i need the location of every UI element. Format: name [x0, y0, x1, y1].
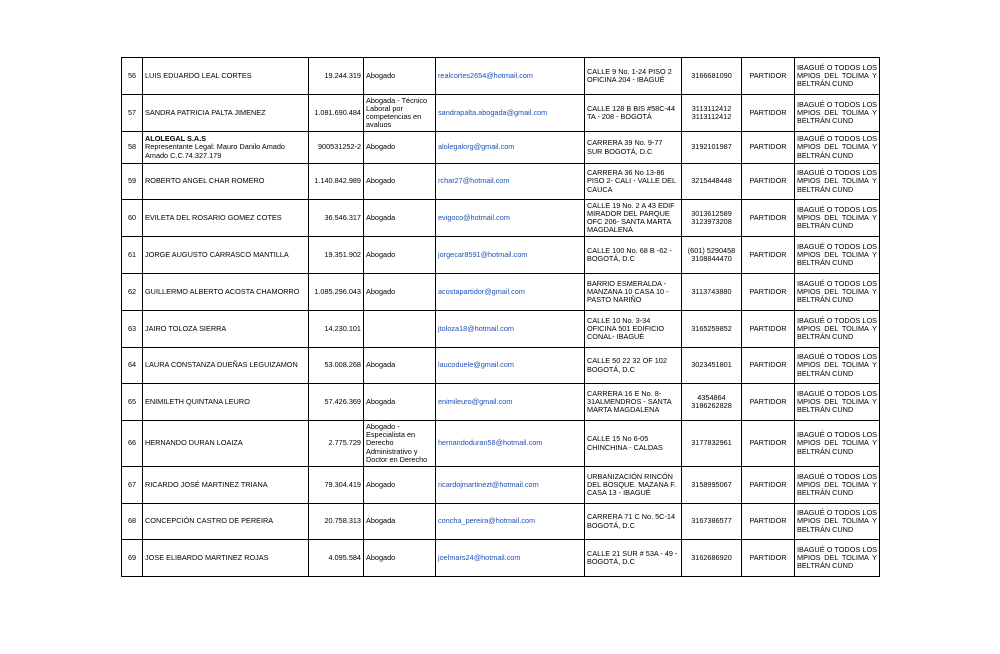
id-number: 1.081.690.484 [309, 95, 364, 132]
phone-numbers [682, 58, 742, 95]
address: URBANIZACIÓN RINCÓN DEL BOSQUE. MAZANA F. CASA 13 - IBAGUÉ [585, 467, 682, 504]
address: CALLE 10 No. 3-34 OFICINA 501 EDIFICIO CONAL- IBAGUÉ [585, 311, 682, 348]
role: PARTIDOR [742, 132, 795, 164]
role: PARTIDOR [742, 467, 795, 504]
table-row [122, 421, 880, 467]
municipalities: IBAGUÉ O TODOS LOS MPIOS DEL TOLIMA Y BELTRÁN CUND [795, 311, 880, 348]
phone-numbers [682, 540, 742, 577]
address: BARRIO ESMERALDA - MANZANA 10 CASA 10 - PASTO NARIÑO [585, 274, 682, 311]
profession: Abogada [364, 504, 436, 540]
role: PARTIDOR [742, 348, 795, 384]
phone-numbers [682, 164, 742, 200]
phone-number: 3186262828 [691, 401, 732, 410]
address: CARRERA 16 E No. 8-31ALMENDROS - SANTA MARTA MAGDALENA [585, 384, 682, 421]
phone-number: 3162686920 [691, 552, 732, 562]
id-number: 1.085.296.043 [309, 274, 364, 311]
address: CALLE 50 22 32 OF 102 BOGOTÁ, D.C [585, 348, 682, 384]
email-link[interactable]: hernandoduran58@hotmail.com [436, 421, 585, 467]
id-number: 79.304.419 [309, 467, 364, 504]
phone-number: 3113743880 [691, 286, 732, 296]
row-number: 65 [122, 384, 143, 421]
address: CALLE 9 No. 1-24 PISO 2 OFICINA 204 - IBAGUÉ [585, 58, 682, 95]
role: PARTIDOR [742, 421, 795, 467]
role: PARTIDOR [742, 237, 795, 274]
person-name: ROBERTO ANGEL CHAR ROMERO [143, 164, 309, 200]
email-link[interactable]: evigoco@hotmail.com [436, 200, 585, 237]
phone-numbers [682, 348, 742, 384]
phone-numbers [682, 311, 742, 348]
address: CARRERA 36 No 13-86 PISO 2- CALI - VALLE DEL CAUCA [585, 164, 682, 200]
phone-numbers [682, 200, 742, 237]
municipalities: IBAGUÉ O TODOS LOS MPIOS DEL TOLIMA Y BELTRÁN CUND [795, 467, 880, 504]
address: CALLE 15 No 6-05 CHINCHINA - CALDAS [585, 421, 682, 467]
id-number: 57.426.369 [309, 384, 364, 421]
phone-number: 3166681090 [691, 70, 732, 80]
id-number: 14.230.101 [309, 311, 364, 348]
table-row [122, 132, 880, 164]
role: PARTIDOR [742, 504, 795, 540]
id-number: 36.546.317 [309, 200, 364, 237]
phone-numbers [682, 504, 742, 540]
person-name: GUILLERMO ALBERTO ACOSTA CHAMORRO [143, 274, 309, 311]
person-name: CONCEPCIÓN CASTRO DE PEREIRA [143, 504, 309, 540]
phone-number: 3108844470 [691, 254, 732, 263]
phone-number: 3167386577 [691, 516, 732, 526]
profession: Abogado [364, 237, 436, 274]
id-number: 1.140.842.989 [309, 164, 364, 200]
email-link[interactable]: acostapartidor@gmail.com [436, 274, 585, 311]
municipalities: IBAGUÉ O TODOS LOS MPIOS DEL TOLIMA Y BELTRÁN CUND [795, 95, 880, 132]
phone-number: 3023451801 [691, 360, 732, 370]
row-number: 59 [122, 164, 143, 200]
role: PARTIDOR [742, 384, 795, 421]
row-number: 69 [122, 540, 143, 577]
id-number: 53.008.268 [309, 348, 364, 384]
person-name [143, 132, 309, 164]
row-number: 64 [122, 348, 143, 384]
municipalities: IBAGUÉ O TODOS LOS MPIOS DEL TOLIMA Y BELTRÁN CUND [795, 132, 880, 164]
row-number: 56 [122, 58, 143, 95]
row-number: 63 [122, 311, 143, 348]
email-link[interactable]: laucoduele@gmail.com [436, 348, 585, 384]
address: CALLE 100 No. 68 B -62 - BOGOTÁ, D.C [585, 237, 682, 274]
person-name: RICARDO JOSÉ MARTINEZ TRIANA [143, 467, 309, 504]
table-body [122, 58, 880, 577]
profession: Abogado [364, 467, 436, 504]
phone-number: 3177832961 [691, 438, 732, 448]
id-number: 20.758.313 [309, 504, 364, 540]
table-row [122, 348, 880, 384]
registry-table [121, 57, 880, 577]
municipalities: IBAGUÉ O TODOS LOS MPIOS DEL TOLIMA Y BELTRÁN CUND [795, 540, 880, 577]
municipalities: IBAGUÉ O TODOS LOS MPIOS DEL TOLIMA Y BELTRÁN CUND [795, 274, 880, 311]
role: PARTIDOR [742, 540, 795, 577]
person-name: HERNANDO DURAN LOAIZA [143, 421, 309, 467]
role: PARTIDOR [742, 311, 795, 348]
profession: Abogado [364, 164, 436, 200]
municipalities: IBAGUÉ O TODOS LOS MPIOS DEL TOLIMA Y BELTRÁN CUND [795, 164, 880, 200]
municipalities: IBAGUÉ O TODOS LOS MPIOS DEL TOLIMA Y BELTRÁN CUND [795, 348, 880, 384]
phone-numbers [682, 132, 742, 164]
row-number: 62 [122, 274, 143, 311]
table-row [122, 164, 880, 200]
person-name: JOSE ELIBARDO MARTINEZ ROJAS [143, 540, 309, 577]
person-name: LAURA CONSTANZA DUEÑAS LEGUIZAMON [143, 348, 309, 384]
table-row [122, 384, 880, 421]
phone-number: (601) 5290458 [687, 245, 736, 255]
phone-number: 3192101987 [691, 142, 732, 152]
table-row [122, 95, 880, 132]
email-link[interactable]: ricardojmartinezt@hotmail.com [436, 467, 585, 504]
phone-numbers [682, 95, 742, 132]
email-link[interactable]: realcortes2654@hotmail.com [436, 58, 585, 95]
person-name: JORGE AUGUSTO CARRASCO MANTILLA [143, 237, 309, 274]
table-row [122, 467, 880, 504]
phone-numbers [682, 467, 742, 504]
email-link[interactable]: rchar27@hotmail.com [436, 164, 585, 200]
address: CALLE 19 No. 2 A 43 EDIF MIRADOR DEL PARQUE OFC 206- SANTA MARTA MAGDALENA [585, 200, 682, 237]
profession: Abogada [364, 200, 436, 237]
row-number: 67 [122, 467, 143, 504]
municipalities: IBAGUÉ O TODOS LOS MPIOS DEL TOLIMA Y BELTRÁN CUND [795, 504, 880, 540]
row-number: 66 [122, 421, 143, 467]
person-name: ENIMILETH QUINTANA LEURO [143, 384, 309, 421]
id-number: 19.351.902 [309, 237, 364, 274]
phone-numbers [682, 237, 742, 274]
phone-number: 3113112412 [691, 103, 732, 113]
id-number: 4.095.584 [309, 540, 364, 577]
table-row [122, 58, 880, 95]
municipalities: IBAGUÉ O TODOS LOS MPIOS DEL TOLIMA Y BELTRÁN CUND [795, 200, 880, 237]
role: PARTIDOR [742, 95, 795, 132]
table-row [122, 504, 880, 540]
id-number: 19.244.319 [309, 58, 364, 95]
profession: Abogado [364, 274, 436, 311]
address: CALLE 128 B BIS #58C-44 TA - 208 - BOGOTÁ [585, 95, 682, 132]
row-number: 68 [122, 504, 143, 540]
phone-number: 3165259852 [691, 323, 732, 333]
profession: Abogado [364, 132, 436, 164]
phone-numbers [682, 421, 742, 467]
email-link[interactable]: sandrapalta.abogada@gmail.com [436, 95, 585, 132]
phone-number: 3158995067 [691, 479, 732, 489]
address: CARRERA 71 C No. 5C-14 BOGOTÁ, D.C [585, 504, 682, 540]
table-row [122, 237, 880, 274]
profession: Abogado - Especialista en Derecho Administrativo y Doctor en Derecho [364, 421, 436, 467]
phone-number: 4354864 [697, 392, 726, 402]
address: CARRERA 39 No. 9-77 SUR BOGOTÁ, D.C [585, 132, 682, 164]
municipalities: IBAGUÉ O TODOS LOS MPIOS DEL TOLIMA Y BELTRÁN CUND [795, 58, 880, 95]
legal-representative: Representante Legal: Mauro Danilo Amado Amado C.C.74.327.179 [145, 142, 285, 160]
phone-numbers [682, 274, 742, 311]
company-name: ALOLEGAL S.A.S [145, 134, 207, 144]
person-name: EVILETA DEL ROSARIO GOMEZ COTES [143, 200, 309, 237]
phone-numbers [682, 384, 742, 421]
role: PARTIDOR [742, 164, 795, 200]
table-row [122, 540, 880, 577]
id-number: 2.775.729 [309, 421, 364, 467]
phone-number: 3113112412 [691, 112, 732, 121]
role: PARTIDOR [742, 58, 795, 95]
profession: Abogada [364, 384, 436, 421]
phone-number: 3215448448 [691, 176, 732, 186]
email-link[interactable]: concha_pereira@hotmail.com [436, 504, 585, 540]
row-number: 61 [122, 237, 143, 274]
id-number: 900531252-2 [309, 132, 364, 164]
person-name: SANDRA PATRICIA PALTA JIMENEZ [143, 95, 309, 132]
profession: Abogado [364, 58, 436, 95]
profession: Abogada - Técnico Laboral por competencias en avaluos [364, 95, 436, 132]
email-link[interactable]: alolegalorg@gmail.com [436, 132, 585, 164]
role: PARTIDOR [742, 274, 795, 311]
profession: Abogado [364, 540, 436, 577]
email-link[interactable]: joelmars24@hotmail.com [436, 540, 585, 577]
municipalities: IBAGUÉ O TODOS LOS MPIOS DEL TOLIMA Y BELTRÁN CUND [795, 237, 880, 274]
address: CALLE 21 SUR # 53A - 49 - BOGOTÁ, D.C [585, 540, 682, 577]
municipalities: IBAGUÉ O TODOS LOS MPIOS DEL TOLIMA Y BELTRÁN CUND [795, 384, 880, 421]
email-link[interactable]: enimileuro@gmail.com [436, 384, 585, 421]
role: PARTIDOR [742, 200, 795, 237]
person-name: LUIS EDUARDO LEAL CORTES [143, 58, 309, 95]
phone-number: 3013612589 [691, 208, 732, 218]
profession [364, 311, 436, 348]
table-row [122, 274, 880, 311]
email-link[interactable]: jorgecar8591@hotmail.com [436, 237, 585, 274]
row-number: 60 [122, 200, 143, 237]
municipalities: IBAGUÉ O TODOS LOS MPIOS DEL TOLIMA Y BELTRÁN CUND [795, 421, 880, 467]
phone-number: 3123973208 [691, 217, 732, 226]
person-name: JAIRO TOLOZA SIERRA [143, 311, 309, 348]
table-row [122, 200, 880, 237]
profession: Abogada [364, 348, 436, 384]
row-number: 58 [122, 132, 143, 164]
table-row [122, 311, 880, 348]
row-number: 57 [122, 95, 143, 132]
email-link[interactable]: jtoloza18@hotmail.com [436, 311, 585, 348]
